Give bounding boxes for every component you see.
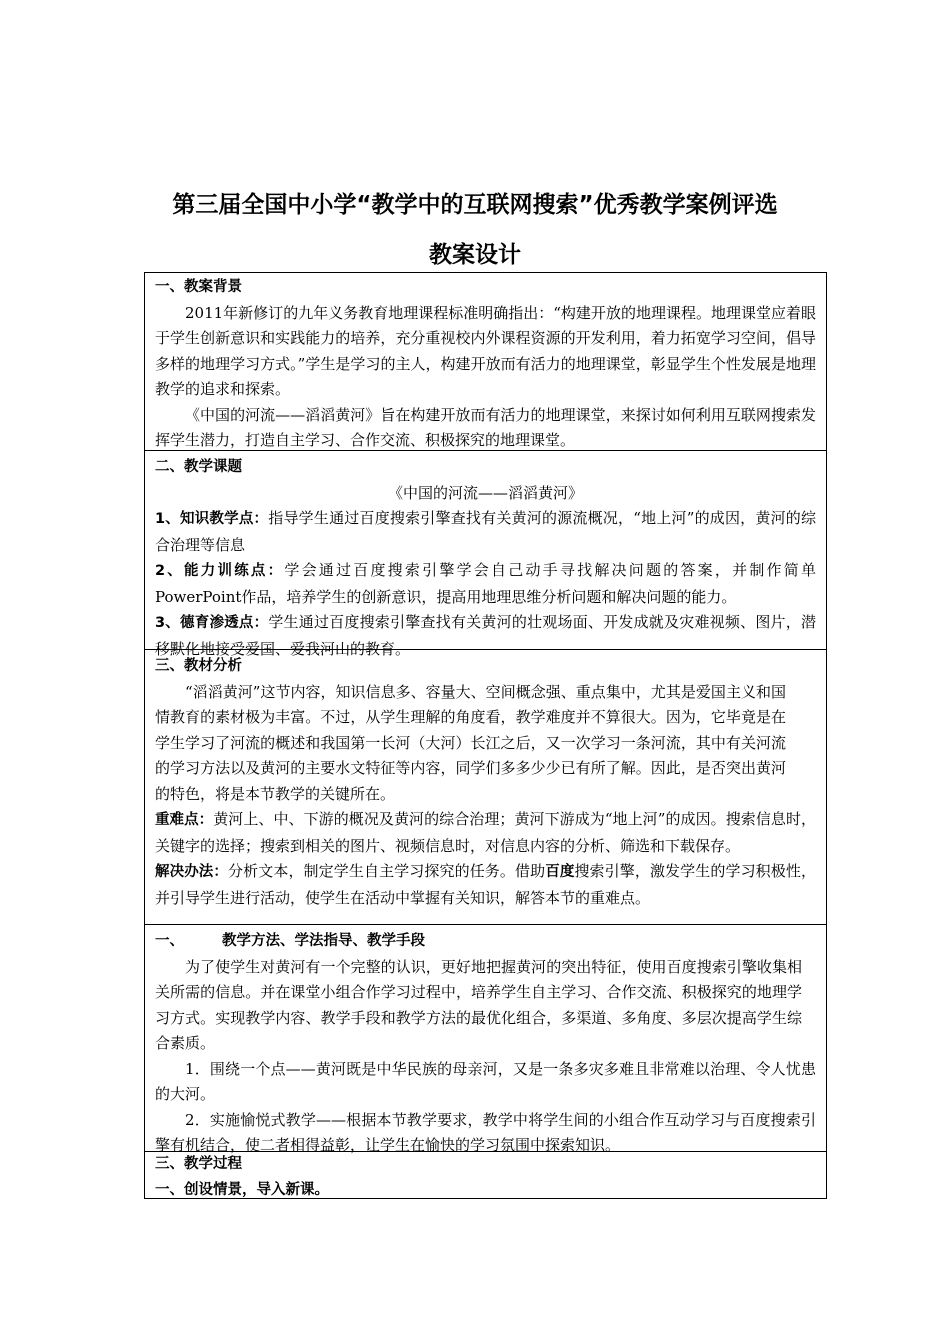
- label: 2、能力训练点：: [155, 563, 285, 579]
- section-process: [144, 1151, 827, 1199]
- paragraph: 《中国的河流——滔滔黄河》旨在构建开放而有活力的地理课堂，来探讨如何利用互联网搜索发挥学生潜力，打造自主学习、合作交流、积极探究的地理课堂。: [155, 405, 816, 449]
- bold-text: 百度: [545, 864, 575, 880]
- heading-number: 一、: [155, 933, 184, 949]
- paragraph: 1．围绕一个点——黄河既是中华民族的母亲河，又是一条多灾多难且非常难以治理、令人忧患的大河。: [155, 1059, 816, 1103]
- knowledge-point: [155, 506, 816, 558]
- text: 搜索引擎，激发学生的学习积极性，并引导学生进行活动，使学生在活动中掌握有关知识，解答本节的重难点。: [155, 862, 816, 907]
- section-heading: 三、教学过程: [155, 1156, 242, 1172]
- section-heading: 一、教案背景: [155, 279, 242, 295]
- section-topic: [144, 450, 827, 658]
- heading-text: 教学方法、学法指导、教学手段: [222, 933, 425, 949]
- document-subtitle: 教案设计: [429, 242, 521, 268]
- paragraph: “滔滔黄河”这节内容，知识信息多、容量大、空间概念强、重点集中，尤其是爱国主义和国情教育的素材极为丰富。不过，从学生理解的角度看，教学难度并不算很大。因为，它毕竟是在学生学习了河流的概述和我国第一长河（大河）长江之后，又一次学习一条河流，其中有关河流的学习方法以及黄河的主要水文特征等内容，同学们多多少少已有所了解。因此，是否突出黄河的特色，将是本节教学的关键所在。: [155, 682, 786, 803]
- text: 指导学生通过百度搜索引擎查找有关黄河的源流概况，“地上河”的成因，黄河的综合治理等信息: [155, 509, 817, 554]
- ability-point: [155, 558, 816, 610]
- solution: [155, 859, 816, 911]
- key-difficulty: [155, 807, 816, 859]
- subheading: 一、创设情景，导入新课。: [155, 1181, 329, 1198]
- section-heading: 三、教材分析: [155, 658, 242, 674]
- text: 分析文本，制定学生自主学习探究的任务。借助: [228, 862, 546, 880]
- label: 3、德育渗透点：: [155, 615, 269, 631]
- paragraph: 2．实施愉悦式教学——根据本节教学要求，教学中将学生间的小组合作互动学习与百度搜索引擎有机结合，使二者相得益彰，让学生在愉快的学习氛围中探索知识。: [155, 1110, 816, 1154]
- section-heading: 二、教学课题: [155, 459, 242, 475]
- text: 黄河上、中、下游的概况及黄河的综合治理；黄河下游成为“地上河”的成因。搜索信息时，关键字的选择；搜索到相关的图片、视频信息时，对信息内容的分析、筛选和下载保存。: [155, 810, 817, 855]
- section-material-analysis: [144, 649, 827, 924]
- section-background: [144, 272, 827, 450]
- text: 学生通过百度搜索引擎查找有关黄河的壮观场面、开发成就及灾难视频、图片，潜移默化地接受爱国、爱我河山的教育。: [155, 613, 816, 658]
- label: 1、知识教学点：: [155, 511, 269, 527]
- section-heading: [155, 929, 816, 955]
- section-methods: [144, 924, 827, 1154]
- label: 解决办法：: [155, 864, 229, 880]
- lesson-title: 《中国的河流——滔滔黄河》: [387, 483, 583, 502]
- text: 学会通过百度搜索引擎学会自己动手寻找解决问题的答案，并制作简单PowerPoint作品，培养学生的创新意识，提高用地理思维分析问题和解决问题的能力。: [155, 561, 816, 606]
- label: 重难点：: [155, 812, 214, 828]
- document-title: 第三届全国中小学“教学中的互联网搜索”优秀教学案例评选: [172, 192, 778, 218]
- paragraph: 2011年新修订的九年义务教育地理课程标准明确指出：“构建开放的地理课程。地理课堂应着眼于学生创新意识和实践能力的培养，充分重视校内外课程资源的开发利用，着力拓宽学习空间，倡导多样的地理学习方式。”学生是学习的主人，构建开放而有活力的地理课堂，彰显学生个性发展是地理教学的追求和探索。: [155, 303, 816, 398]
- paragraph: 为了使学生对黄河有一个完整的认识，更好地把握黄河的突出特征，使用百度搜索引擎收集相关所需的信息。并在课堂小组合作学习过程中，培养学生自主学习、合作交流、积极探究的地理学习方式。实现教学内容、教学手段和教学方法的最优化组合，多渠道、多角度、多层次提高学生综合素质。: [155, 957, 802, 1052]
